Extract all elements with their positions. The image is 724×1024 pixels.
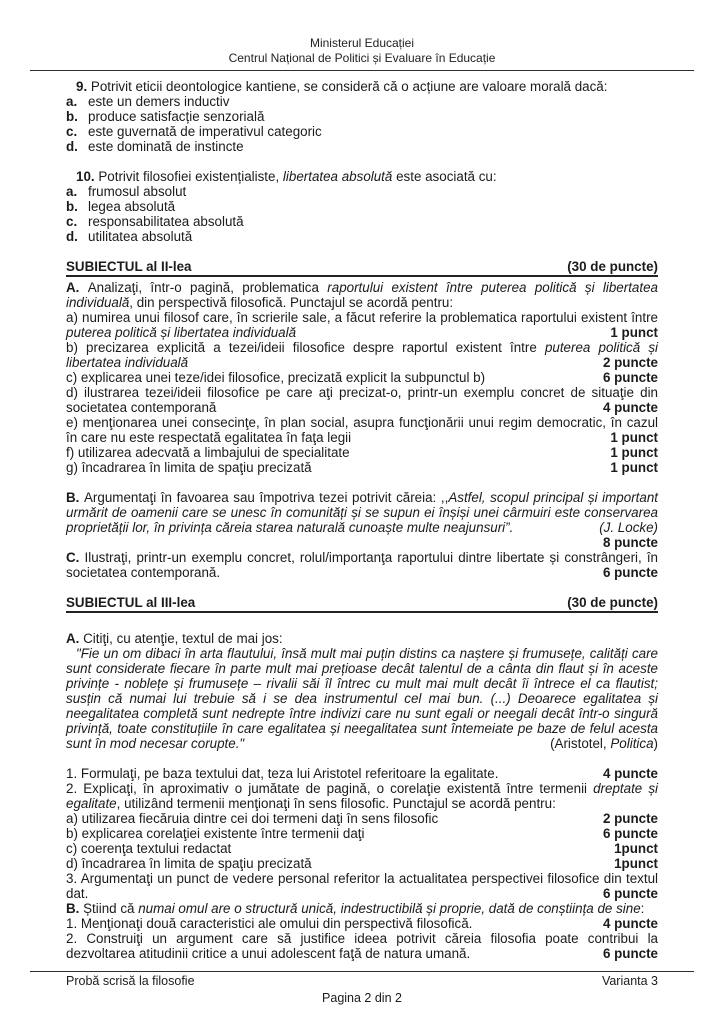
subject-3-task-b-item-2: [66, 931, 658, 961]
text-run: g) încadrarea în limita de spaţiu precizată: [66, 460, 312, 475]
subject-3-item-2: [66, 781, 658, 811]
option-text: utilitatea absolută: [88, 229, 193, 244]
section-points: (30 de puncte): [567, 259, 658, 274]
points-value: 1punct: [614, 856, 658, 871]
subject-3-task-b-item-1: [66, 916, 658, 931]
section-title: SUBIECTUL al III-lea: [66, 595, 196, 610]
subject-3-task-b: [66, 901, 658, 916]
subject-3-item-1: [66, 766, 658, 781]
points-value: 1 punct: [610, 460, 658, 475]
subject-3-task-a-intro: [66, 631, 658, 646]
blank-line: [66, 154, 658, 169]
section-points: (30 de puncte): [567, 595, 658, 610]
section-title: SUBIECTUL al II-lea: [66, 259, 192, 274]
subject-2-task-b-points: [66, 535, 658, 550]
text-run: d) încadrarea în limita de spaţiu precizată: [66, 856, 312, 871]
option-text: este dominată de instincte: [88, 139, 244, 154]
points-value: 6 puncte: [602, 946, 658, 961]
points-value: 1 punct: [610, 445, 658, 460]
points-value: 1 punct: [610, 430, 658, 445]
question-10-stem: [66, 169, 658, 184]
text-run: B.: [66, 490, 84, 505]
subject-3-item-3: [66, 871, 658, 901]
attribution: [540, 736, 658, 751]
text-run: 8 puncte: [602, 535, 658, 550]
points-value: 4 puncte: [602, 400, 658, 415]
question-10-option-b: [66, 199, 658, 214]
subject-2-criterion-a: [66, 310, 658, 340]
text-run: f) utilizarea adecvată a limbajului de specialitate: [66, 445, 350, 460]
option-text: este guvernată de imperativul categoric: [88, 124, 322, 139]
text-run: :: [640, 901, 645, 916]
text-run: a) numirea unui filosof care, în scrierile sale, a făcut referire la problematica raportului existent între: [66, 310, 658, 325]
subject-2-criterion-f: [66, 445, 658, 460]
text-run: Potrivit filosofiei existențialiste,: [98, 169, 283, 184]
text-run: B.: [66, 901, 84, 916]
points-value: 2 puncte: [602, 811, 658, 826]
subject-3-criterion-c: [66, 841, 658, 856]
subject-2-criterion-g: [66, 460, 658, 475]
option-letter: d.: [66, 139, 78, 154]
subject-3-criterion-d: [66, 856, 658, 871]
question-9-option-b: [66, 109, 658, 124]
text-run: 1. Menţionaţi două caracteristici ale omului din perspectivă filosofică.: [66, 916, 473, 931]
question-10-option-d: [66, 229, 658, 244]
text-run: 1. Formulaţi, pe baza textului dat, teza lui Aristotel referitoare la egalitate.: [66, 766, 499, 781]
points-value: 6 puncte: [602, 370, 658, 385]
text-run: 2. Construiţi un argument care să justifice ideea potrivit căreia filosofia poate contribui la dezvoltarea atitudinii critice a unui adolescent faţă de natura umană.: [66, 931, 658, 961]
footer-exam-name: Probă scrisă la filosofie: [66, 974, 195, 988]
subject-2-heading: [66, 259, 658, 277]
document-body: [66, 79, 658, 961]
text-run: a) utilizarea fiecăruia dintre cei doi termeni daţi în sens filosofic: [66, 811, 439, 826]
text-run: Argumentaţi în favoarea sau împotriva tezei potrivit căreia: ,,: [84, 490, 449, 505]
text-run: C.: [66, 550, 85, 565]
option-letter: b.: [66, 109, 78, 124]
text-run: 2. Explicaţi, în aproximativ o jumătate de pagină, o corelaţie existentă între termenii: [66, 781, 594, 796]
text-run: A.: [66, 280, 88, 295]
text-run: (Aristotel,: [550, 736, 611, 751]
footer-row: [66, 974, 658, 989]
points-value: 6 puncte: [602, 826, 658, 841]
header-divider: [30, 70, 694, 71]
subject-2-criterion-c: [66, 370, 658, 385]
text-run: 9.: [76, 79, 91, 94]
option-text: frumosul absolut: [88, 184, 187, 199]
text-run: , utilizând termenii menţionaţi în sens filosofic. Punctajul se acordă pentru:: [116, 796, 556, 811]
option-letter: c.: [66, 214, 78, 229]
text-run: 10.: [76, 169, 99, 184]
points-value: 1punct: [614, 841, 658, 856]
points-value: 6 puncte: [602, 565, 658, 580]
text-run: dreptate și egalitate: [66, 781, 658, 811]
text-run: A.: [66, 631, 84, 646]
option-text: produce satisfacție senzorială: [88, 109, 265, 124]
footer-variant: Varianta 3: [601, 974, 658, 988]
option-letter: c.: [66, 124, 78, 139]
text-run: c) coerenţa textului redactat: [66, 841, 232, 856]
points-value: 2 puncte: [602, 355, 658, 370]
text-run: Ilustraţi, printr-un exemplu concret, rolul/importanţa raportului dintre libertate și constrângeri, în societatea contemporană.: [66, 550, 658, 580]
subject-3-heading: [66, 595, 658, 613]
points-value: 6 puncte: [602, 886, 658, 901]
question-10-option-a: [66, 184, 658, 199]
blank-line: [66, 616, 658, 631]
text-run: c) explicarea unei teze/idei filosofice, precizată explicit la subpunctul b): [66, 370, 486, 385]
option-text: este un demers inductiv: [88, 94, 230, 109]
text-run: Știind că: [83, 901, 139, 916]
subject-2-criterion-e: [66, 415, 658, 445]
option-letter: a.: [66, 184, 78, 199]
blank-line: [66, 244, 658, 259]
subject-2-task-b: [66, 490, 658, 535]
text-run: raportului existent între puterea politică și libertatea individuală: [66, 280, 658, 310]
question-9-option-d: [66, 139, 658, 154]
points-value: 1 punct: [610, 325, 658, 340]
question-9-stem: [66, 79, 658, 94]
subject-3-criterion-b: [66, 826, 658, 841]
footer-page-number: Pagina 2 din 2: [322, 991, 402, 1005]
blank-line: [66, 751, 658, 766]
page-header: [66, 36, 658, 65]
question-9-option-a: [66, 94, 658, 109]
text-run: este asociată cu:: [392, 169, 497, 184]
points-value: 4 puncte: [602, 916, 658, 931]
option-letter: b.: [66, 199, 78, 214]
text-run: (J. Locke): [599, 520, 658, 535]
text-run: "Fie un om dibaci în arta flautului, însă mult mai puțin distins ca naștere și frumusețe, calități care sunt considerate fiecare în parte mult mai prețioase decât talentul de a cânta din flaut și în aceste privințe - noblețe și frumusețe – rivalii săi îl întrec cu mult mai mult decât îi întrece el ca flautist; susțin că numai lui trebuie să i se dea instrumentul cel mai bun. (...) Deoarece egalitatea și neegalitatea completă sunt nedrepte între indivizi care nu sunt egali or neegali decât într-o singură privință, toate constituțiile în care egalitatea și neegalitatea sunt întemeiate pe baze de felul acesta sunt în mod necesar corupte.": [66, 646, 658, 751]
option-text: legea absolută: [88, 199, 176, 214]
question-10-option-c: [66, 214, 658, 229]
footer-divider: [30, 971, 694, 972]
text-run: b) precizarea explicită a tezei/ideii filosofice despre raportul existent între: [66, 340, 545, 355]
subject-3-criterion-a: [66, 811, 658, 826]
text-run: puterea politică și libertatea individuală: [66, 325, 297, 340]
question-9-option-c: [66, 124, 658, 139]
subject-2-criterion-b: [66, 340, 658, 370]
text-run: Potrivit eticii deontologice kantiene, se consideră că o acțiune are valoare morală dacă:: [90, 79, 608, 94]
text-run: b) explicarea corelaţiei existente între termenii daţi: [66, 826, 365, 841]
option-letter: a.: [66, 94, 78, 109]
subject-2-task-c: [66, 550, 658, 580]
text-run: e) menţionarea unei consecinţe, în plan social, asupra funcţionării unui regim democratic, în cazul în care nu este respectată egalitatea în faţa legii: [66, 415, 658, 445]
text-run: numai omul are o structură unică, indestructibilă și proprie, dată de conștiința de sine: [138, 901, 641, 916]
text-run: Analizaţi, într-o pagină, problematica: [87, 280, 328, 295]
text-run: d) ilustrarea tezei/ideii filosofice pe care aţi precizat-o, printr-un exemplu concret de situaţie din societatea contemporană: [66, 385, 658, 415]
text-run: Politica: [610, 736, 654, 751]
subject-2-criterion-d: [66, 385, 658, 415]
blank-line: [66, 475, 658, 490]
points-value: 4 puncte: [602, 766, 658, 781]
attribution: [599, 520, 658, 535]
subject-3-quote: [66, 646, 658, 751]
center-name: Centrul Național de Politici și Evaluare în Educație: [228, 50, 496, 65]
subject-2-task-a: [66, 280, 658, 310]
ministry-name: Ministerul Educației: [309, 36, 415, 50]
text-run: ): [653, 736, 658, 751]
option-text: responsabilitatea absolută: [88, 214, 244, 229]
text-run: puterea politică și libertatea individuală: [66, 340, 658, 370]
page-footer: [66, 963, 658, 1024]
text-run: Astfel, scopul principal și important urmărit de oamenii care se unesc în comunități și se supun ei înșiși unei cârmuiri este conservarea proprietății lor, în privința căreia starea naturală cunoaște multe neajunsuri”.: [66, 490, 658, 535]
text-run: , din perspectivă filosofică. Punctajul se acordă pentru:: [129, 295, 454, 310]
blank-line: [66, 580, 658, 595]
option-letter: d.: [66, 229, 78, 244]
text-run: Citiţi, cu atenţie, textul de mai jos:: [83, 631, 283, 646]
text-run: libertatea absolută: [282, 169, 393, 184]
text-run: 3. Argumentaţi un punct de vedere personal referitor la actualitatea perspectivei filosofice din textul dat.: [66, 871, 658, 901]
